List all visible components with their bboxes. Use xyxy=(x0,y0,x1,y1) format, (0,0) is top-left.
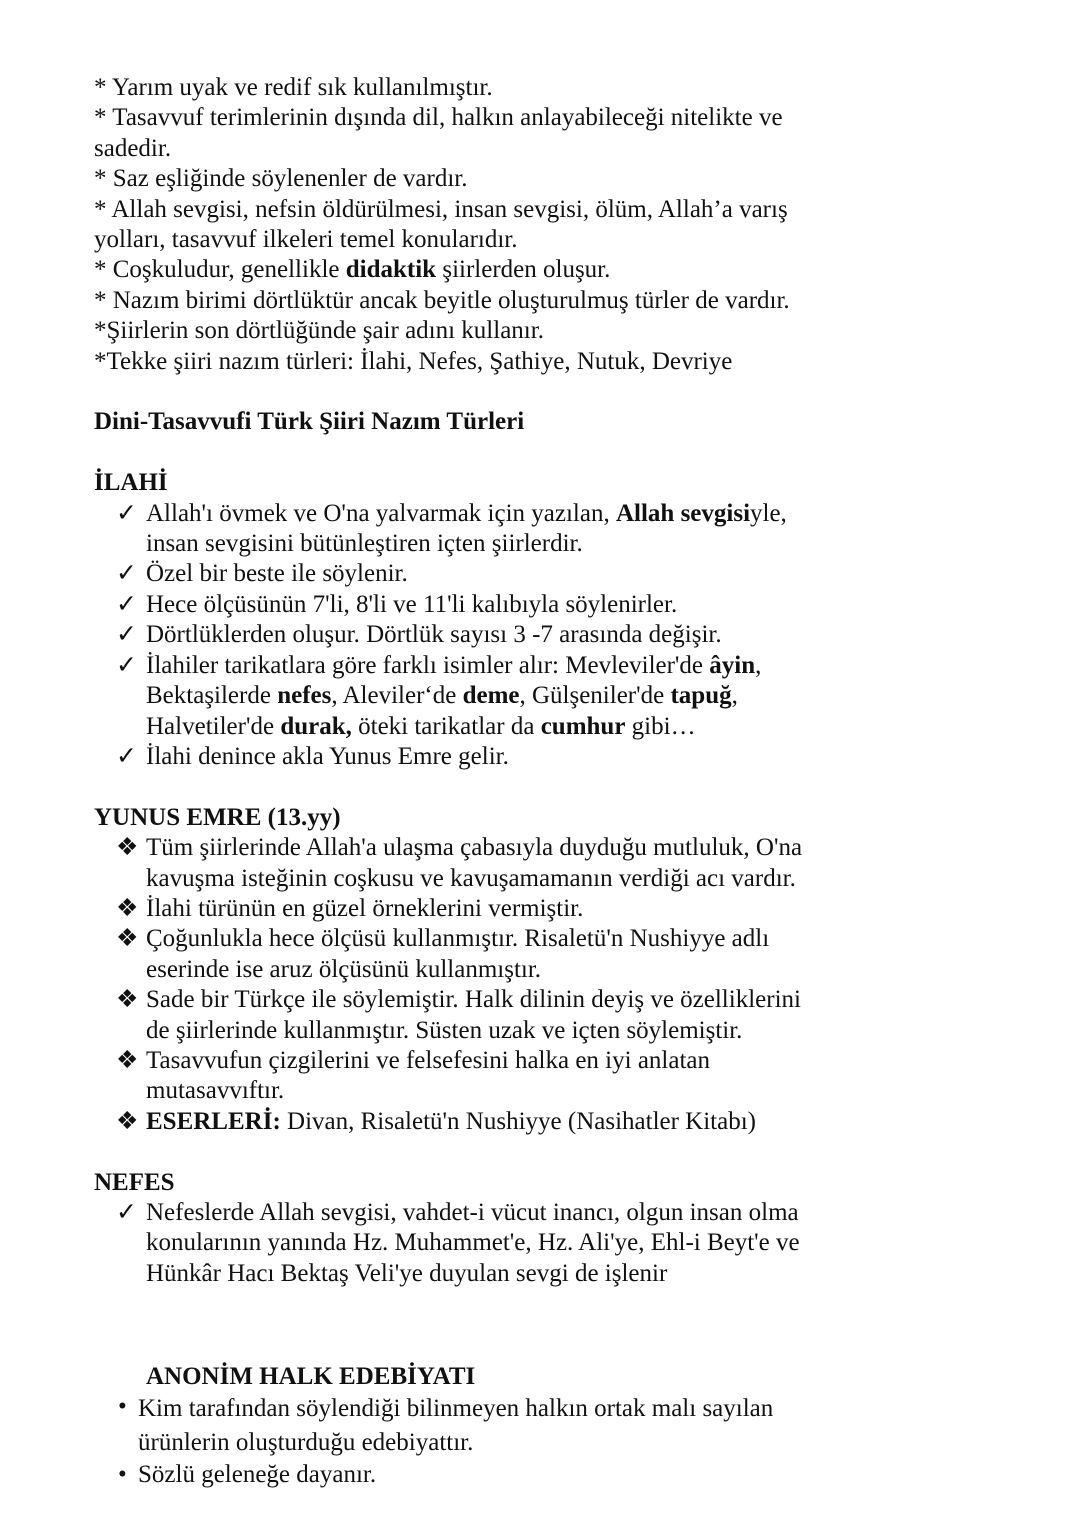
list-item xyxy=(94,1460,854,1490)
list-item xyxy=(94,651,854,742)
item-emphasis: durak, xyxy=(280,712,352,740)
item-line: ürünlerin oluşturduğu edebiyattır. xyxy=(138,1429,474,1457)
item-text: , xyxy=(731,682,738,710)
diamond-bullet-icon: ❖ xyxy=(116,986,139,1014)
bullet-icon: • xyxy=(118,1393,127,1421)
diamond-bullet-icon: ❖ xyxy=(116,1046,139,1074)
feature-line: * Nazım birimi dörtlüktür ancak beyitle oluşturulmuş türler de vardır. xyxy=(94,286,790,314)
feature-line: sadedir. xyxy=(94,134,172,162)
check-icon: ✓ xyxy=(116,742,137,770)
list-item xyxy=(94,499,854,560)
item-line: İlahi denince akla Yunus Emre gelir. xyxy=(146,742,509,770)
check-icon: ✓ xyxy=(116,499,137,527)
list-item xyxy=(94,620,854,650)
works-text: Divan, Risaletü'n Nushiyye (Nasihatler Kitabı) xyxy=(280,1107,756,1135)
bullet-icon: • xyxy=(118,1461,127,1489)
works-label: ESERLERİ: xyxy=(146,1107,281,1135)
check-icon: ✓ xyxy=(116,621,137,649)
check-icon: ✓ xyxy=(116,651,137,679)
check-icon: ✓ xyxy=(116,590,137,618)
check-icon: ✓ xyxy=(116,1198,137,1226)
list-item xyxy=(94,590,854,620)
tekke-features-list xyxy=(94,73,854,377)
diamond-bullet-icon: ❖ xyxy=(116,894,139,922)
item-line: Kim tarafından söylendiği bilinmeyen halkın ortak malı sayılan xyxy=(138,1395,774,1423)
feature-emphasis: didaktik xyxy=(345,256,437,284)
nefes-heading: NEFES xyxy=(94,1168,175,1196)
item-emphasis: nefes xyxy=(277,682,332,710)
list-item xyxy=(94,1046,854,1107)
list-item xyxy=(94,742,854,772)
list-item xyxy=(94,1198,854,1289)
item-text: öteki tarikatlar da xyxy=(351,712,541,740)
item-line: eserinde ise aruz ölçüsünü kullanmıştır. xyxy=(146,955,542,983)
diamond-bullet-icon: ❖ xyxy=(116,1107,139,1135)
item-emphasis: deme xyxy=(462,682,520,710)
check-icon: ✓ xyxy=(116,560,137,588)
spacer xyxy=(94,438,854,468)
item-line: de şiirlerinde kullanmıştır. Süsten uzak ve içten söylemiştir. xyxy=(146,1016,743,1044)
item-line: konularının yanında Hz. Muhammet'e, Hz. Ali'ye, Ehl-i Beyt'e ve xyxy=(146,1229,800,1257)
item-line: Sade bir Türkçe ile söylemiştir. Halk dilinin deyiş ve özelliklerini xyxy=(146,986,801,1014)
diamond-bullet-icon: ❖ xyxy=(116,834,139,862)
item-line: İlahi türünün en güzel örneklerini vermiştir. xyxy=(146,894,584,922)
item-text: , xyxy=(755,651,762,679)
item-text: Bektaşilerde xyxy=(146,682,278,710)
list-item xyxy=(94,559,854,589)
feature-line: *Şiirlerin son dörtlüğünde şair adını kullanır. xyxy=(94,317,544,345)
feature-line: * Saz eşliğinde söylenenler de vardır. xyxy=(94,165,468,193)
item-line: Nefeslerde Allah sevgisi, vahdet-i vücut inancı, olgun insan olma xyxy=(146,1198,799,1226)
item-line: Dörtlüklerden oluşur. Dörtlük sayısı 3 -7 arasında değişir. xyxy=(146,621,722,649)
ilahi-list xyxy=(94,499,854,773)
spacer xyxy=(94,1137,854,1167)
item-emphasis: tapuğ xyxy=(670,682,732,710)
spacer xyxy=(94,1289,854,1350)
item-text: , Gülşeniler'de xyxy=(519,682,671,710)
anonim-list xyxy=(94,1392,854,1490)
feature-line: *Tekke şiiri nazım türleri: İlahi, Nefes, Şathiye, Nutuk, Devriye xyxy=(94,347,733,375)
item-line: Çoğunlukla hece ölçüsü kullanmıştır. Risaletü'n Nushiyye adlı xyxy=(146,925,770,953)
list-item xyxy=(94,1392,854,1460)
item-text: Halvetiler'de xyxy=(146,712,281,740)
item-emphasis: âyin xyxy=(709,651,756,679)
item-text: İlahiler tarikatlara göre farklı isimler alır: Mevleviler'de xyxy=(146,651,710,679)
item-line xyxy=(146,499,854,529)
item-line: insan sevgisini bütünleştiren içten şiirlerdir. xyxy=(146,530,583,558)
spacer xyxy=(94,377,854,407)
feature-text: * Coşkuludur, genellikle xyxy=(94,256,346,284)
list-item xyxy=(94,833,854,894)
feature-line: * Yarım uyak ve redif sık kullanılmıştır. xyxy=(94,74,493,101)
item-line: Tüm şiirlerinde Allah'a ulaşma çabasıyla duyduğu mutluluk, O'na xyxy=(146,834,803,862)
item-text: Allah'ı övmek ve O'na yalvarmak için yazılan, xyxy=(146,499,616,527)
item-text: , Aleviler‘de xyxy=(331,682,463,710)
item-text: gibi… xyxy=(625,712,696,740)
item-line: kavuşma isteğinin coşkusu ve kavuşamamanın verdiği acı vardır. xyxy=(146,864,796,892)
item-emphasis: Allah sevgisi xyxy=(615,499,751,527)
list-item xyxy=(94,924,854,985)
yunus-heading: YUNUS EMRE (13.yy) xyxy=(94,803,341,831)
anonim-heading: ANONİM HALK EDEBİYATI xyxy=(146,1362,476,1390)
item-line: Özel bir beste ile söylenir. xyxy=(146,560,408,588)
list-item xyxy=(94,1107,854,1137)
feature-line: * Allah sevgisi, nefsin öldürülmesi, insan sevgisi, ölüm, Allah’a varış xyxy=(94,195,788,223)
section-title: Dini-Tasavvufi Türk Şiiri Nazım Türleri xyxy=(94,408,525,436)
item-line: Tasavvufun çizgilerini ve felsefesini halka en iyi anlatan xyxy=(146,1046,711,1074)
feature-line: yolları, tasavvuf ilkeleri temel konularıdır. xyxy=(94,226,518,254)
ilahi-heading: İLAHİ xyxy=(94,469,168,497)
item-line xyxy=(146,651,854,681)
feature-line: * Tasavvuf terimlerinin dışında dil, halkın anlayabileceği nitelikte ve xyxy=(94,104,783,132)
spacer xyxy=(94,772,854,802)
diamond-bullet-icon: ❖ xyxy=(116,925,139,953)
item-line: mutasavvıftır. xyxy=(146,1077,285,1105)
item-text: yle, xyxy=(750,499,787,527)
yunus-list xyxy=(94,833,854,1137)
item-line: Hece ölçüsünün 7'li, 8'li ve 11'li kalıbıyla söylenirler. xyxy=(146,590,678,618)
item-line xyxy=(146,681,854,711)
item-line: Sözlü geleneğe dayanır. xyxy=(138,1461,377,1489)
list-item xyxy=(94,985,854,1046)
item-line xyxy=(146,712,854,742)
item-line xyxy=(146,1107,854,1137)
feature-line xyxy=(94,255,854,285)
list-item xyxy=(94,894,854,924)
document-page xyxy=(94,73,854,1490)
item-line: Hünkâr Hacı Bektaş Veli'ye duyulan sevgi de işlenir xyxy=(146,1259,668,1287)
feature-text: şiirlerden oluşur. xyxy=(436,256,611,284)
item-emphasis: cumhur xyxy=(540,712,626,740)
